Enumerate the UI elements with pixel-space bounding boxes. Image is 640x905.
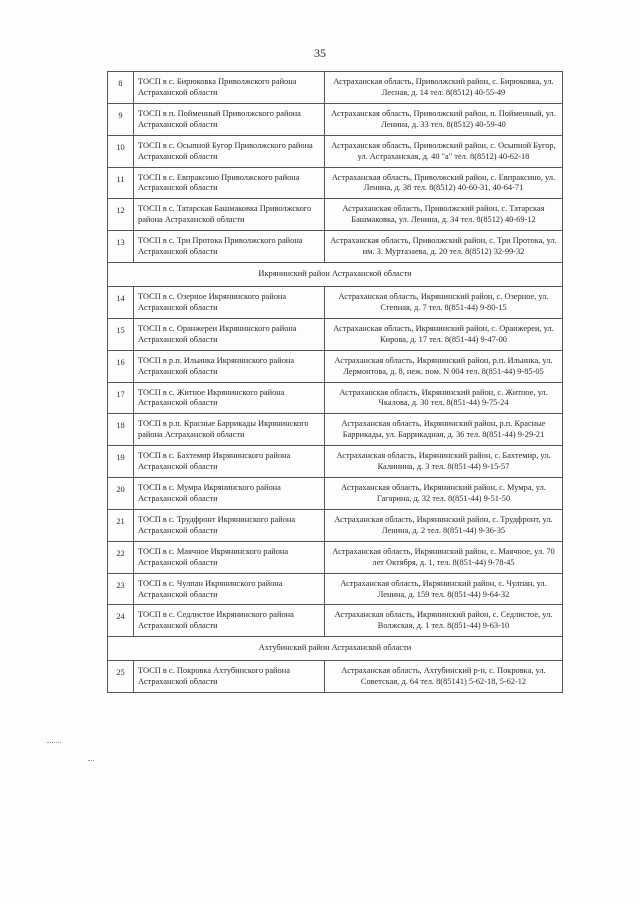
page-number: 35: [314, 46, 326, 60]
row-number: 15: [108, 318, 134, 350]
office-registry-table: [107, 71, 563, 693]
section-header-row: [108, 637, 563, 661]
table-row: [108, 541, 563, 573]
row-number: 16: [108, 350, 134, 382]
row-number: 25: [108, 661, 134, 693]
office-name: ТОСП в с. Бирюковка Приволжского района Астраханской области: [134, 72, 325, 104]
office-address: Астраханская область, Икрянинский район, р.п. Ильинка, ул. Лермонтова, д. 8, неж. пом. N 004 тел. 8(851-44) 9-85-05: [325, 350, 563, 382]
office-name: ТОСП в с. Евпраксино Приволжского района Астраханской области: [134, 167, 325, 199]
table-row: [108, 509, 563, 541]
office-address: Астраханская область, Икрянинский район, с. Озерное, ул. Степная, д. 7 тел. 8(851-44) 9-80-15: [325, 286, 563, 318]
office-name: ТОСП в с. Татарская Башмаковка Приволжского района Астраханской области: [134, 199, 325, 231]
table-row: [108, 286, 563, 318]
row-number: 13: [108, 231, 134, 263]
table-row: [108, 318, 563, 350]
office-address: Астраханская область, Икрянинский район, р.п. Красные Баррикады, ул. Баррикадная, д. 36 тел. 8(851-44) 9-29-21: [325, 414, 563, 446]
table-row: [108, 573, 563, 605]
office-address: Астраханская область, Икрянинский район, с. Маячное, ул. 70 лет Октября, д. 1, тел. 8(851-44) 9-78-45: [325, 541, 563, 573]
office-address: Астраханская область, Приволжский район, с. Татарская Башмаковка, ул. Ленина, д. 34 тел. 8(8512) 40-69-12: [325, 199, 563, 231]
row-number: 21: [108, 509, 134, 541]
office-name: ТОСП в р.п. Красные Баррикады Икрянинского района Астраханской области: [134, 414, 325, 446]
office-address: Астраханская область, Приволжский район, с. Бирюковка, ул. Лесная, д. 14 тел. 8(8512) 40-55-49: [325, 72, 563, 104]
office-name: ТОСП в с. Мумра Икрянинского района Астраханской области: [134, 478, 325, 510]
office-name: ТОСП в п. Пойменный Приволжского района Астраханской области: [134, 103, 325, 135]
office-address: Астраханская область, Икрянинский район, с. Оранжереи, ул. Кирова, д. 17 тел. 8(851-44) 9-47-00: [325, 318, 563, 350]
scan-artifact: [47, 742, 61, 744]
office-name: ТОСП в с. Озерное Икрянинского района Астраханской области: [134, 286, 325, 318]
row-number: 17: [108, 382, 134, 414]
table-row: [108, 103, 563, 135]
row-number: 12: [108, 199, 134, 231]
section-header-row: [108, 263, 563, 287]
office-address: Астраханская область, Икрянинский район, с. Бахтемир, ул. Калинина, д. 3 тел. 8(851-44) 9-15-57: [325, 446, 563, 478]
office-address: Астраханская область, Приволжский район, с. Осыпной Бугор, ул. Астраханская, д. 40 "а" тел. 8(8512) 40-62-18: [325, 135, 563, 167]
office-address: Астраханская область, Икрянинский район, с. Чулпан, ул. Ленина, д. 159 тел. 8(851-44) 9-64-32: [325, 573, 563, 605]
table-row: [108, 135, 563, 167]
office-name: ТОСП в с. Оранжереи Икрянинского района Астраханской области: [134, 318, 325, 350]
office-address: Астраханская область, Икрянинский район, с. Житное, ул. Чкалова, д. 30 тел. 8(851-44) 9-75-24: [325, 382, 563, 414]
table-row: [108, 605, 563, 637]
row-number: 11: [108, 167, 134, 199]
row-number: 20: [108, 478, 134, 510]
section-title: Ахтубинский район Астраханской области: [108, 637, 563, 661]
office-name: ТОСП в с. Чулпан Икрянинского района Астраханской области: [134, 573, 325, 605]
table-row: [108, 414, 563, 446]
table-row: [108, 167, 563, 199]
row-number: 23: [108, 573, 134, 605]
row-number: 24: [108, 605, 134, 637]
scan-artifact: [88, 760, 94, 762]
office-name: ТОСП в с. Житное Икрянинского района Астраханской области: [134, 382, 325, 414]
table-row: [108, 231, 563, 263]
registry-body: [108, 72, 563, 693]
row-number: 9: [108, 103, 134, 135]
row-number: 19: [108, 446, 134, 478]
office-name: ТОСП в с. Маячное Икрянинского района Астраханской области: [134, 541, 325, 573]
row-number: 22: [108, 541, 134, 573]
table-row: [108, 446, 563, 478]
office-name: ТОСП в с. Три Протока Приволжского района Астраханской области: [134, 231, 325, 263]
row-number: 18: [108, 414, 134, 446]
office-name: ТОСП в с. Седлистое Икрянинского района Астраханской области: [134, 605, 325, 637]
office-name: ТОСП в с. Покровка Ахтубинского района Астраханской области: [134, 661, 325, 693]
table-row: [108, 350, 563, 382]
office-address: Астраханская область, Приволжский район, с. Евпраксино, ул. Ленина, д. 38 тел. 8(8512) 40-60-31, 40-64-71: [325, 167, 563, 199]
office-address: Астраханская область, Ахтубинский р-н, с. Покровка, ул. Советская, д. 64 тел. 8(85141) 5-62-18, 5-62-12: [325, 661, 563, 693]
section-title: Икрянинский район Астраханской области: [108, 263, 563, 287]
office-address: Астраханская область, Икрянинский район, с. Мумра, ул. Гагарина, д. 32 тел. 8(851-44) 9-51-50: [325, 478, 563, 510]
office-name: ТОСП в с. Бахтемир Икрянинского района Астраханской области: [134, 446, 325, 478]
office-address: Астраханская область, Икрянинский район, с. Седлистое, ул. Волжская, д. 1 тел. 8(851-44) 9-63-10: [325, 605, 563, 637]
row-number: 10: [108, 135, 134, 167]
table-row: [108, 199, 563, 231]
office-name: ТОСП в р.п. Ильинка Икрянинского района Астраханской области: [134, 350, 325, 382]
office-name: ТОСП в с. Осыпной Бугор Приволжского района Астраханской области: [134, 135, 325, 167]
office-address: Астраханская область, Приволжский район, с. Три Протока, ул. им. З. Муртазаева, д. 20 тел. 8(8512) 32-99-32: [325, 231, 563, 263]
table-row: [108, 478, 563, 510]
office-address: Астраханская область, Икрянинский район, с. Трудфронт, ул. Ленина, д. 2 тел. 8(851-44) 9-36-35: [325, 509, 563, 541]
office-address: Астраханская область, Приволжский район, п. Пойменный, ул. Ленина, д. 33 тел. 8(8512) 40-59-40: [325, 103, 563, 135]
row-number: 14: [108, 286, 134, 318]
table-row: [108, 382, 563, 414]
row-number: 8: [108, 72, 134, 104]
office-name: ТОСП в с. Трудфронт Икрянинского района Астраханской области: [134, 509, 325, 541]
table-row: [108, 661, 563, 693]
table-row: [108, 72, 563, 104]
